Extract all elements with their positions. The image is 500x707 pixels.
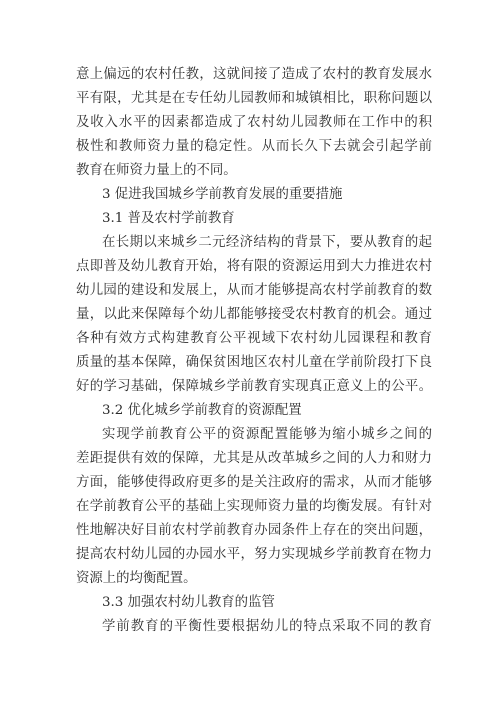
- paragraph-line: 各种有效方式构建教育公平视域下农村幼儿园课程和教育: [76, 331, 432, 346]
- paragraph-line: 及收入水平的因素都造成了农村幼儿园教师在工作中的积: [76, 115, 432, 130]
- subsection-heading: 3.2 优化城乡学前教育的资源配置: [102, 403, 302, 418]
- subsection-heading: 3.1 普及农村学前教育: [102, 211, 235, 226]
- paragraph-line: 点即普及幼儿教育开始，将有限的资源运用到大力推进农村: [76, 259, 432, 274]
- paragraph-line: 幼儿园的建设和发展上，从而才能够提高农村学前教育的数: [76, 283, 432, 298]
- paragraph-line: 差距提供有效的保障，尤其是从改革城乡之间的人力和财力: [76, 451, 432, 466]
- paragraph-line: 平有限，尤其是在专任幼儿园教师和城镇相比，职称问题以: [76, 91, 432, 106]
- paragraph-line: 提高农村幼儿园的办园水平，努力实现城乡学前教育在物力: [76, 547, 432, 562]
- paragraph-line: 在长期以来城乡二元经济结构的背景下，要从教育的起: [102, 235, 432, 250]
- paragraph-line: 学前教育的平衡性要根据幼儿的特点采取不同的教育: [102, 619, 432, 634]
- paragraph-line: 极性和教师资力量的稳定性。从而长久下去就会引起学前: [76, 139, 432, 154]
- paragraph-line: 在学前教育公平的基础上实现师资力量的均衡发展。有针对: [76, 499, 432, 514]
- paragraph-line: 实现学前教育公平的资源配置能够为缩小城乡之间的: [102, 427, 432, 442]
- paragraph-line: 意上偏远的农村任教，这就间接了造成了农村的教育发展水: [76, 67, 432, 82]
- paragraph-line: 方面，能够使得政府更多的是关注政府的需求，从而才能够: [76, 475, 432, 490]
- paragraph-line: 教育在师资力量上的不同。: [76, 163, 237, 178]
- paragraph-line: 资源上的均衡配置。: [76, 571, 197, 586]
- paragraph-line: 量，以此来保障每个幼儿都能够接受农村教育的机会。通过: [76, 307, 432, 322]
- paragraph-line: 好的学习基础，保障城乡学前教育实现真正意义上的公平。: [76, 379, 432, 394]
- paragraph-line: 质量的基本保障，确保贫困地区农村儿童在学前阶段打下良: [76, 355, 432, 370]
- subsection-heading: 3.3 加强农村幼儿教育的监管: [102, 595, 275, 610]
- paragraph-line: 性地解决好目前农村学前教育办园条件上存在的突出问题，: [76, 523, 432, 538]
- section-heading: 3 促进我国城乡学前教育发展的重要措施: [102, 187, 343, 202]
